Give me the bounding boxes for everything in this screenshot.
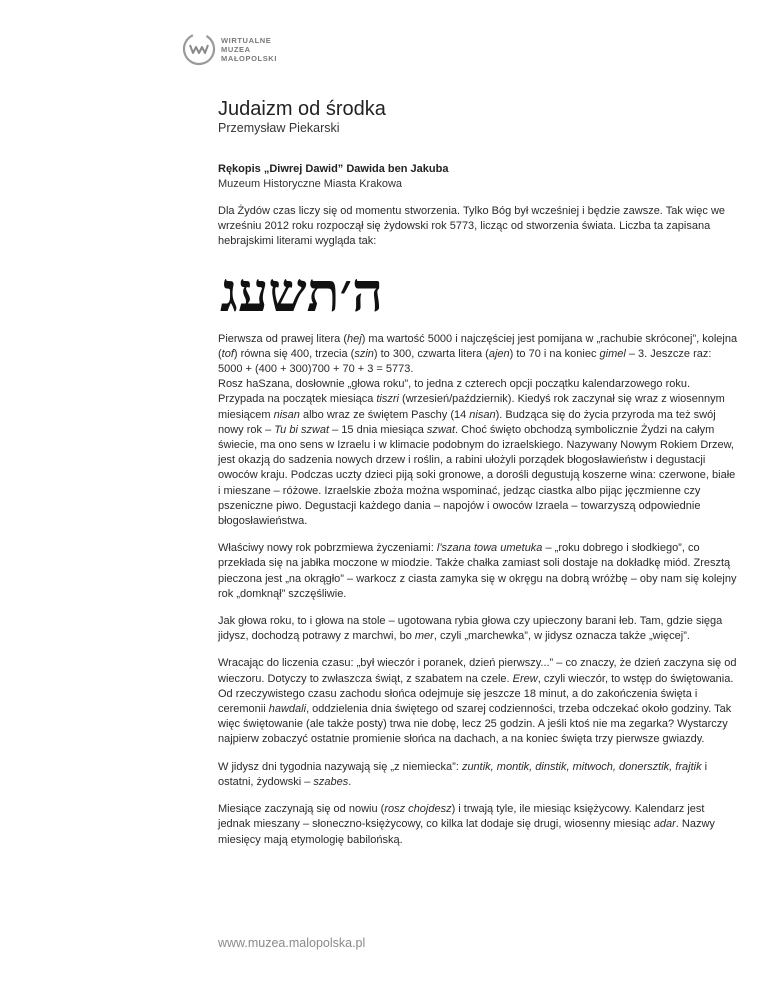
hebrew-year-text: ה׳תשעג: [220, 259, 384, 324]
paragraph-5: Jak głowa roku, to i głowa na stole – ugotowana rybia głowa czy upieczony barani łeb. Tam, gdzie sięga jidysz, dochodzą potrawy z marchwi, bo mer, czyli „marchewka”, w jidysz oznacza także „więcej”.: [218, 615, 723, 643]
manuscript-title: Rękopis „Diwrej Dawid” Dawida ben Jakuba: [218, 163, 449, 175]
article-title: Judaizm od środka: [218, 98, 386, 120]
logo-line-3: MAŁOPOLSKI: [221, 53, 277, 63]
logo-line-2: MUZEA: [221, 44, 251, 54]
paragraph-4: Właściwy nowy rok pobrzmiewa życzeniami: l’szana towa umetuka – „roku dobrego i słodkiego”, co przekłada się na jabłka moczone w miodzie. Także chałka zamiast soli dostaje na dokładkę miód. Zresztą pieczona jest „na okrągło” – warkocz z ciasta zamyka się w okręgu na dobrą wróżbę – oby nam się kolejny rok „domknął” szczęśliwie.: [218, 542, 737, 600]
museum-logo-icon: [182, 32, 216, 66]
paragraph-3: Rosz haSzana, dosłownie „głowa roku”, to jedna z czterech opcji początku kalendarzowego roku. Przypada na początek miesiąca tiszri (wrzesień/październik). Kiedyś rok zaczynał się wraz z wiosennym miesiącem nisan albo wraz ze świętem Paschy (14 nisan). Budząca się do życia przyroda ma też swój nowy rok – Tu bi szwat – 15 dnia miesiąca szwat. Choć święto obchodzą symbolicznie Żydzi na całym świecie, ma ono sens w Izraelu i w klimacie podobnym do izraelskiego. Nazywany Nowym Rokiem Drzew, jest okazją do sadzenia nowych drzew i roślin, a rabini ułożyli porządek błogosławieństw i degustacji owoców kraju. Podczas uczty dzieci piją soki gronowe, a dorośli degustują koszerne wina: czerwone, białe i mieszane – różowe. Izraelskie zboża można wspominać, jedząc ciastka albo pijąc jęczmienne czy pszeniczne piwo. Degustacji każdego dania – napojów i owoców Izraela – towarzyszą odpowiednie błogosławieństwa.: [218, 378, 736, 528]
footer-url-link[interactable]: www.muzea.malopolska.pl: [218, 936, 366, 950]
paragraph-8: Miesiące zaczynają się od nowiu (rosz chojdesz) i trwają tyle, ile miesiąc księżycowy. Kalendarz jest jednak mieszany – słoneczno-księżycowy, co kilka lat dodaje się drugi, wiosenny miesiąc adar. Nazwy miesięcy mają etymologię babilońską.: [218, 803, 715, 846]
logo-text: [221, 36, 277, 63]
paragraph-7: W jidysz dni tygodnia nazywają się „z niemiecka”: zuntik, montik, dinstik, mitwoch, donersztik, frajtik i ostatni, żydowski – szabes.: [218, 760, 708, 788]
paragraph-1: Dla Żydów czas liczy się od momentu stworzenia. Tylko Bóg był wcześniej i będzie zawsze. Tak więc we wrześniu 2012 roku rozpoczął się żydowski rok 5773, licząc od stworzenia świata. Liczba ta zapisana hebrajskimi literami wygląda tak:: [218, 205, 726, 248]
paragraph-2: Pierwsza od prawej litera (hej) ma wartość 5000 i najczęściej jest pomijana w „rachubie skróconej”, kolejna (tof) równa się 400, trzecia (szin) to 300, czwarta litera (ajen) to 70 i na koniec gimel – 3. Jeszcze raz: 5000 + (400 + 300)700 + 70 + 3 = 5773.: [218, 332, 738, 376]
logo-line-1: WIRTUALNE: [221, 35, 272, 45]
paragraph-6: Wracając do liczenia czasu: „był wieczór i poranek, dzień pierwszy...” – co znaczy, że dzień zaczyna się od wieczoru. Dotyczy to zwłaszcza świąt, z szabatem na czele. Erew, czyli wieczór, to wstęp do świętowania. Od rzeczywistego czasu zachodu słońca odejmuje się jeszcze 18 minut, a do zakończenia święta i ceremonii hawdali, oddzielenia dnia świętego od szarej codzienności, trzeba odczekać około godziny. Tak więc świętowanie (ale także posty) trwa nie dobę, lecz 25 godzin. A jeśli ktoś nie ma zegarka? Wystarczy najpierw zobaczyć ostatnie promienie słońca na dachach, a na koniec święta trzy pierwsze gwiazdy.: [218, 657, 737, 746]
article-author: Przemysław Piekarski: [218, 121, 340, 135]
museum-name: Muzeum Historyczne Miasta Krakowa: [218, 178, 403, 190]
hebrew-year-container: [218, 259, 738, 332]
article-content: [218, 98, 738, 860]
wirtualne-muzea-logo[interactable]: [182, 32, 277, 66]
